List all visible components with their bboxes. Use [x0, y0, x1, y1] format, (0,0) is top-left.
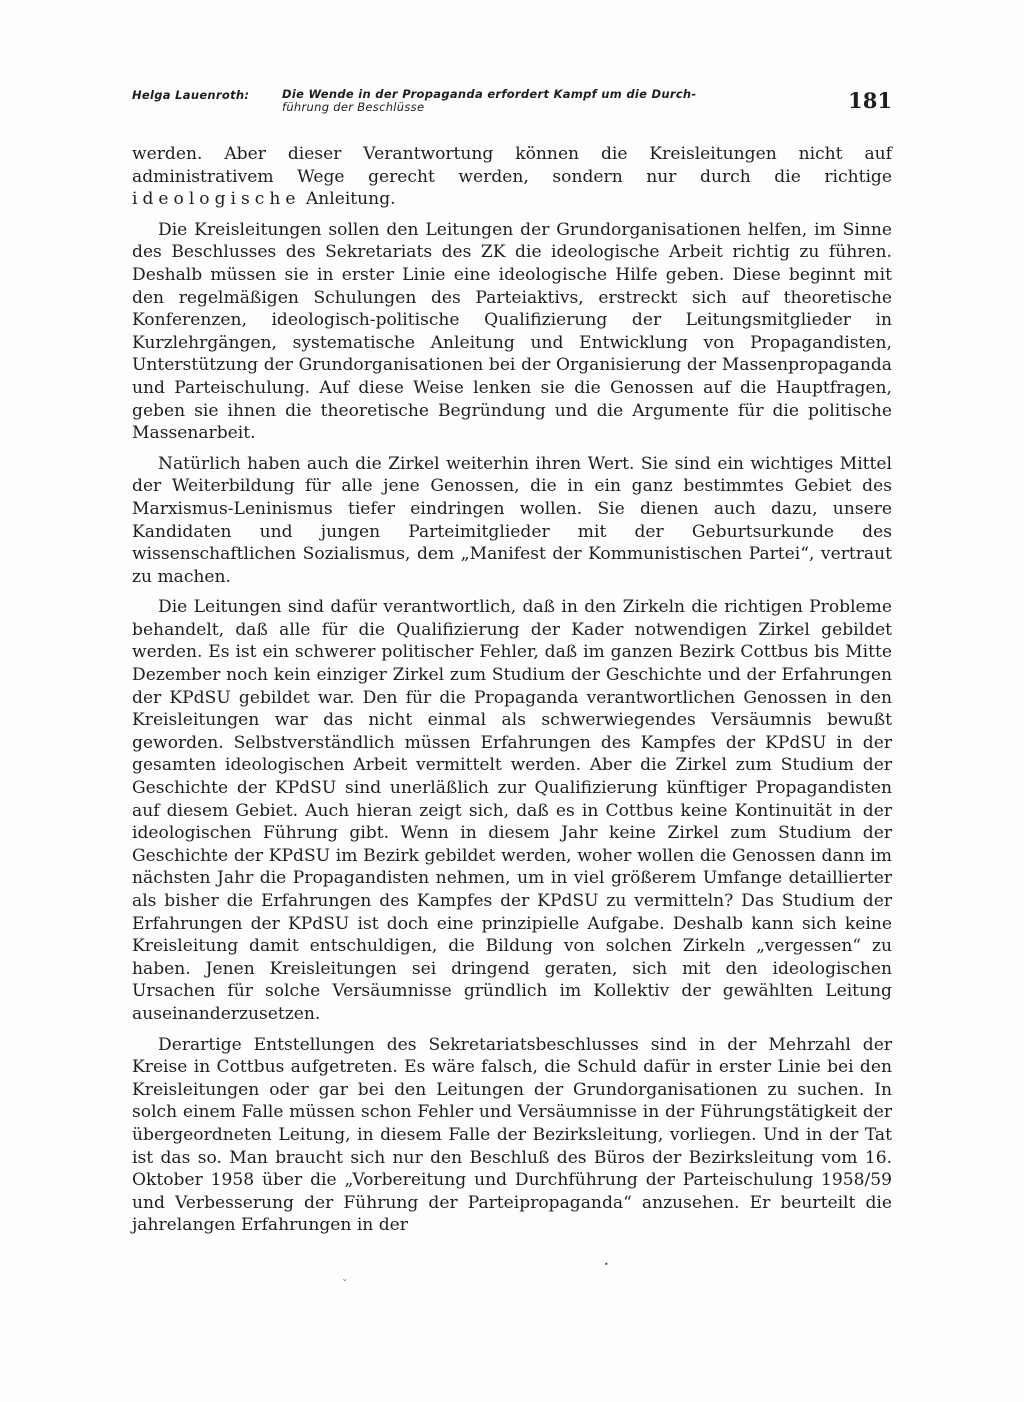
- paragraph-2: Die Kreisleitungen sollen den Leitungen der Grundorganisationen helfen, im Sinne des Beschlusses des Sekretariats des ZK die ideologische Arbeit richtig zu führen. Deshalb müssen sie in erster Linie eine ideologische Hilfe geben. Diese beginnt mit den regelmäßigen Schulungen des Parteiaktivs, erstreckt sich auf theoretische Konferenzen, ideologisch-politische Qualifizierung der Leitungsmitglieder in Kurzlehrgängen, systematische Anleitung und Entwicklung von Propagandisten, Unterstützung der Grundorganisationen bei der Organisierung der Massenpropaganda und Parteischulung. Auf diese Weise lenken sie die Genossen auf die Hauptfragen, geben sie ihnen die theoretische Begründung und die Argumente für die politische Massenarbeit.: [132, 219, 892, 444]
- header-author: Helga Lauenroth:: [132, 88, 250, 102]
- paragraph-1-text: werden. Aber dieser Verantwortung können die Kreisleitungen nicht auf administrativem Wege gerecht werden, sondern nur durch die richtige: [132, 144, 892, 187]
- paragraph-4: Die Leitungen sind dafür verantwortlich, daß in den Zirkeln die richtigen Probleme behandelt, daß alle für die Qualifizierung der Kader notwendigen Zirkel gebildet werden. Es ist ein schwerer politischer Fehler, daß im ganzen Bezirk Cottbus bis Mitte Dezember noch kein einziger Zirkel zum Studium der Geschichte und der Erfahrungen der KPdSU gebildet war. Den für die Propaganda verantwortlichen Genossen in den Kreisleitungen war das nicht einmal als schwerwiegendes Versäumnis bewußt geworden. Selbstverständlich müssen Erfahrungen des Kampfes der KPdSU in der gesamten ideologischen Arbeit vermittelt werden. Aber die Zirkel zum Studium der Geschichte der KPdSU sind unerläßlich zur Qualifizierung künftiger Propagandisten auf diesem Gebiet. Auch hieran zeigt sich, daß es in Cottbus keine Kontinuität in der ideologischen Führung gibt. Wenn in diesem Jahr keine Zirkel zum Studium der Geschichte der KPdSU im Bezirk gebildet werden, woher wollen die Genossen dann im nächsten Jahr die Propagandisten nehmen, um in viel größerem Umfange detaillierter als bisher die Erfahrungen des Kampfes der KPdSU zu vermitteln? Das Studium der Erfahrungen der KPdSU ist doch eine prinzipielle Aufgabe. Deshalb kann sich keine Kreisleitung damit entschuldigen, die Bildung von solchen Zirkeln „vergessen“ zu haben. Jenen Kreisleitungen sei dringend geraten, sich mit den ideologischen Ursachen für solche Versäumnisse gründlich im Kollektiv der gewählten Leitung auseinanderzusetzen.: [132, 597, 892, 1024]
- paragraph-1-end: Anleitung.: [300, 189, 396, 210]
- header-title-line-1: Die Wende in der Propaganda erfordert Kampf um die Durch-: [282, 87, 697, 101]
- scan-mark: ˇ: [342, 1278, 348, 1291]
- paragraph-3: Natürlich haben auch die Zirkel weiterhin ihren Wert. Sie sind ein wichtiges Mittel der Weiterbildung für alle jene Genossen, die in ein ganz bestimmtes Gebiet des Marxismus-Leninismus tiefer eindringen wollen. Sie dienen auch dazu, unsere Kandidaten und jungen Parteimitglieder mit der Geburtsurkunde des wissenschaftlichen Sozialismus, dem „Manifest der Kommunistischen Partei“, vertraut zu machen.: [132, 453, 892, 587]
- page-number: 181: [848, 88, 892, 113]
- body-text: [132, 143, 892, 1237]
- running-header: [132, 84, 892, 118]
- paragraph-1: [132, 143, 892, 211]
- header-title-line-2: führung der Beschlüsse: [282, 100, 425, 114]
- emphasized-word: ideologische: [132, 189, 301, 210]
- paragraph-5: Derartige Entstellungen des Sekretariatsbeschlusses sind in der Mehrzahl der Kreise in Cottbus aufgetreten. Es wäre falsch, die Schuld dafür in erster Linie bei den Kreisleitungen oder gar bei den Leitungen der Grundorganisationen zu suchen. In solch einem Falle müssen schon Fehler und Versäumnisse in der Führungstätigkeit der übergeordneten Leitung, in diesem Falle der Bezirksleitung, vorliegen. Und in der Tat ist das so. Man braucht sich nur den Beschluß des Büros der Bezirksleitung vom 16. Oktober 1958 über die „Vorbereitung und Durchführung der Parteischulung 1958/59 und Verbesserung der Führung der Parteipropaganda“ anzusehen. Er beurteilt die jahrelangen Erfahrungen in der: [132, 1034, 892, 1236]
- print-speck: •: [604, 1260, 609, 1269]
- header-title: [282, 88, 802, 114]
